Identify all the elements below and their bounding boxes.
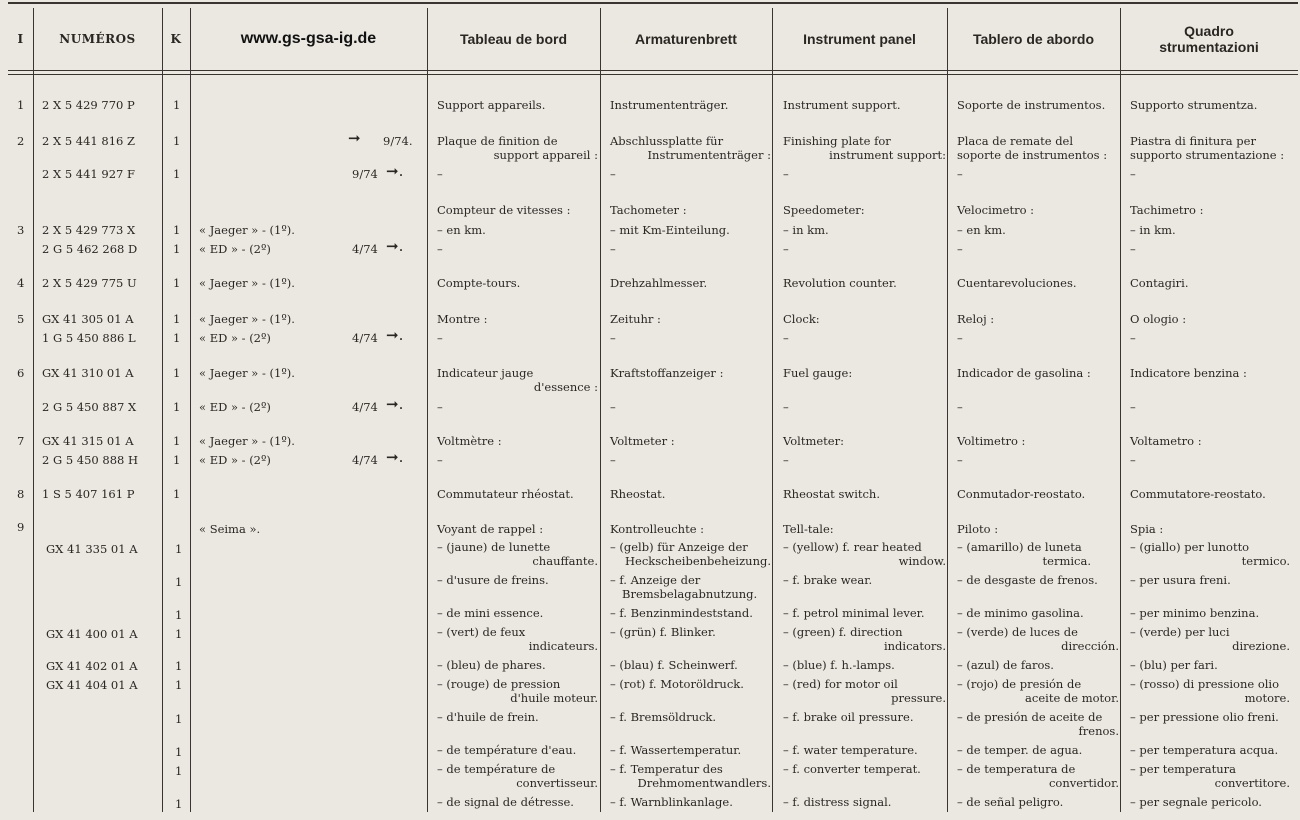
desc-en: – bbox=[783, 242, 789, 256]
desc-es: Reloj : bbox=[957, 312, 995, 326]
header-french: Tableau de bord bbox=[459, 31, 568, 47]
desc-en: – f. brake wear. bbox=[783, 573, 873, 587]
desc-fr: Montre : bbox=[437, 312, 488, 326]
desc-fr-cont: d'essence : bbox=[533, 380, 598, 394]
quantity: 1 bbox=[175, 797, 183, 811]
header-item: I bbox=[17, 32, 24, 46]
arrow-right-icon: ➞. bbox=[386, 162, 404, 180]
desc-it: Voltametro : bbox=[1130, 434, 1202, 448]
desc-de: – bbox=[610, 167, 616, 181]
part-number: GX 41 402 01 A bbox=[46, 659, 138, 673]
row-index: 9 bbox=[17, 520, 25, 534]
desc-es: – bbox=[957, 331, 963, 345]
desc-en: Finishing plate for bbox=[783, 134, 891, 148]
desc-it: – (rosso) di pressione olio bbox=[1130, 677, 1280, 691]
desc-fr: – de mini essence. bbox=[437, 606, 544, 620]
variant-note: « ED » - (2º) bbox=[199, 400, 271, 414]
part-number: 2 X 5 429 770 P bbox=[42, 98, 135, 112]
group-title-en: Tell-tale: bbox=[783, 522, 834, 536]
quantity: 1 bbox=[175, 678, 183, 692]
quantity: 1 bbox=[173, 134, 181, 148]
desc-en: – (yellow) f. rear heated bbox=[783, 540, 922, 554]
column-divider bbox=[190, 8, 191, 812]
desc-de: Abschlussplatte für bbox=[610, 134, 724, 148]
group-title-en: Speedometer: bbox=[783, 203, 865, 217]
desc-en: – bbox=[783, 167, 789, 181]
desc-es: Indicador de gasolina : bbox=[957, 366, 1091, 380]
part-number: 2 X 5 441 816 Z bbox=[42, 134, 135, 148]
desc-de: Rheostat. bbox=[610, 487, 666, 501]
desc-de: – (rot) f. Motoröldruck. bbox=[610, 677, 744, 691]
variant-note: « Jaeger » - (1º). bbox=[199, 434, 295, 448]
quantity: 1 bbox=[175, 575, 183, 589]
desc-es: – (rojo) de presión de bbox=[957, 677, 1082, 691]
desc-it: Piastra di finitura per bbox=[1130, 134, 1256, 148]
desc-es: – de desgaste de frenos. bbox=[957, 573, 1098, 587]
header-numbers: NUMÉROS bbox=[59, 32, 136, 46]
part-number: GX 41 315 01 A bbox=[42, 434, 134, 448]
header-italian bbox=[1120, 8, 1298, 70]
group-title-fr: Voyant de rappel : bbox=[437, 522, 544, 536]
desc-it: – bbox=[1130, 167, 1136, 181]
desc-de: – f. Wassertemperatur. bbox=[610, 743, 742, 757]
quantity: 1 bbox=[175, 764, 183, 778]
desc-fr: – d'usure de freins. bbox=[437, 573, 549, 587]
desc-fr: Voltmètre : bbox=[437, 434, 502, 448]
row-index: 7 bbox=[17, 434, 25, 448]
desc-en: – f. converter temperat. bbox=[783, 762, 921, 776]
desc-es: – de temperatura de bbox=[957, 762, 1076, 776]
date-from: 9/74. bbox=[383, 134, 413, 148]
group-title-it: Spia : bbox=[1130, 522, 1164, 536]
desc-fr: Support appareils. bbox=[437, 98, 546, 112]
arrow-right-icon: ➞. bbox=[386, 448, 404, 466]
desc-en: – f. distress signal. bbox=[783, 795, 892, 809]
desc-en: – (blue) f. h.-lamps. bbox=[783, 658, 895, 672]
part-number: 2 G 5 450 887 X bbox=[42, 400, 137, 414]
website-watermark: www.gs-gsa-ig.de bbox=[240, 30, 377, 47]
desc-de: – f. Warnblinkanlage. bbox=[610, 795, 733, 809]
desc-de: Kraftstoffanzeiger : bbox=[610, 366, 724, 380]
desc-es: – de temper. de agua. bbox=[957, 743, 1083, 757]
desc-en: – f. water temperature. bbox=[783, 743, 918, 757]
variant-note: « ED » - (2º) bbox=[199, 453, 271, 467]
desc-it: Indicatore benzina : bbox=[1130, 366, 1247, 380]
part-number: 2 X 5 429 773 X bbox=[42, 223, 136, 237]
desc-es: Placa de remate del bbox=[957, 134, 1074, 148]
header-english: Instrument panel bbox=[803, 31, 916, 47]
desc-it-cont: convertitore. bbox=[1214, 776, 1290, 790]
desc-de: – mit Km-Einteilung. bbox=[610, 223, 730, 237]
part-number: 2 G 5 462 268 D bbox=[42, 242, 138, 256]
arrow-right-icon: ➞. bbox=[386, 237, 404, 255]
part-number: GX 41 310 01 A bbox=[42, 366, 134, 380]
quantity: 1 bbox=[175, 542, 183, 556]
desc-de-cont: Instrumententräger : bbox=[647, 148, 771, 162]
desc-es: – bbox=[957, 400, 963, 414]
desc-es: Voltimetro : bbox=[957, 434, 1026, 448]
desc-en: – bbox=[783, 453, 789, 467]
desc-es-cont: aceite de motor. bbox=[1025, 691, 1119, 705]
quantity: 1 bbox=[173, 434, 181, 448]
desc-it-cont: direzione. bbox=[1232, 639, 1290, 653]
desc-it: Commutatore-reostato. bbox=[1130, 487, 1266, 501]
part-number: 2 G 5 450 888 H bbox=[42, 453, 139, 467]
part-number: 2 X 5 441 927 F bbox=[42, 167, 135, 181]
quantity: 1 bbox=[175, 712, 183, 726]
desc-it-cont: motore. bbox=[1244, 691, 1290, 705]
arrow-right-icon: ➞. bbox=[386, 395, 404, 413]
quantity: 1 bbox=[173, 312, 181, 326]
quantity: 1 bbox=[173, 400, 181, 414]
date-until: 9/74 bbox=[352, 167, 378, 181]
group-title-es: Piloto : bbox=[957, 522, 999, 536]
desc-en: Clock: bbox=[783, 312, 820, 326]
header-rule bbox=[8, 70, 1298, 71]
variant-note: « Jaeger » - (1º). bbox=[199, 223, 295, 237]
desc-it: – per temperatura bbox=[1130, 762, 1236, 776]
variant-note: « Jaeger » - (1º). bbox=[199, 366, 295, 380]
desc-es: – bbox=[957, 453, 963, 467]
desc-fr: – (bleu) de phares. bbox=[437, 658, 546, 672]
header-italian-line2: strumentazioni bbox=[1159, 39, 1259, 55]
quantity: 1 bbox=[173, 98, 181, 112]
desc-fr: Indicateur jauge bbox=[437, 366, 534, 380]
desc-fr: – bbox=[437, 331, 443, 345]
group-title-it: Tachimetro : bbox=[1130, 203, 1204, 217]
desc-es: – (azul) de faros. bbox=[957, 658, 1054, 672]
quantity: 1 bbox=[173, 487, 181, 501]
quantity: 1 bbox=[173, 453, 181, 467]
desc-en-cont: pressure. bbox=[891, 691, 946, 705]
arrow-right-icon: ➞ bbox=[348, 129, 361, 147]
desc-fr: – de température d'eau. bbox=[437, 743, 577, 757]
desc-en: Revolution counter. bbox=[783, 276, 897, 290]
column-divider bbox=[947, 8, 948, 812]
desc-de: – bbox=[610, 331, 616, 345]
arrow-right-icon: ➞. bbox=[386, 326, 404, 344]
row-index: 3 bbox=[17, 223, 25, 237]
desc-fr-cont: convertisseur. bbox=[516, 776, 598, 790]
quantity: 1 bbox=[173, 242, 181, 256]
desc-fr: – bbox=[437, 453, 443, 467]
quantity: 1 bbox=[173, 331, 181, 345]
desc-fr-cont: d'huile moteur. bbox=[510, 691, 598, 705]
date-until: 4/74 bbox=[352, 453, 378, 467]
header-german: Armaturenbrett bbox=[635, 31, 737, 47]
desc-it: Contagiri. bbox=[1130, 276, 1189, 290]
date-until: 4/74 bbox=[352, 331, 378, 345]
desc-es-cont: frenos. bbox=[1078, 724, 1119, 738]
header-k: K bbox=[170, 32, 182, 46]
desc-it: – bbox=[1130, 242, 1136, 256]
desc-es-cont: termica. bbox=[1042, 554, 1091, 568]
column-divider bbox=[33, 8, 34, 812]
variant-note: « Seima ». bbox=[199, 522, 261, 536]
desc-es: – en km. bbox=[957, 223, 1006, 237]
desc-it: – (giallo) per lunotto bbox=[1130, 540, 1250, 554]
desc-fr: – bbox=[437, 167, 443, 181]
quantity: 1 bbox=[173, 276, 181, 290]
part-number: GX 41 400 01 A bbox=[46, 627, 138, 641]
desc-es: – (verde) de luces de bbox=[957, 625, 1078, 639]
column-divider bbox=[162, 8, 163, 812]
desc-de: – f. Benzinmindeststand. bbox=[610, 606, 753, 620]
date-until: 4/74 bbox=[352, 400, 378, 414]
desc-de: Zeituhr : bbox=[610, 312, 661, 326]
desc-en: Fuel gauge: bbox=[783, 366, 853, 380]
desc-en-cont: window. bbox=[898, 554, 946, 568]
desc-de: Drehzahlmesser. bbox=[610, 276, 708, 290]
desc-es: – de presión de aceite de bbox=[957, 710, 1103, 724]
variant-note: « ED » - (2º) bbox=[199, 242, 271, 256]
desc-de: Instrumententräger. bbox=[610, 98, 729, 112]
top-border bbox=[8, 2, 1298, 4]
desc-de: – (gelb) für Anzeige der bbox=[610, 540, 748, 554]
desc-fr: – (rouge) de pression bbox=[437, 677, 561, 691]
desc-de: – f. Bremsöldruck. bbox=[610, 710, 717, 724]
desc-es: Cuentarevoluciones. bbox=[957, 276, 1077, 290]
desc-de: – bbox=[610, 400, 616, 414]
header-italian-line1: Quadro bbox=[1184, 23, 1234, 39]
desc-fr: – de température de bbox=[437, 762, 556, 776]
desc-es-cont: convertidor. bbox=[1048, 776, 1119, 790]
desc-en: Rheostat switch. bbox=[783, 487, 880, 501]
quantity: 1 bbox=[175, 608, 183, 622]
quantity: 1 bbox=[175, 659, 183, 673]
desc-it: – (verde) per luci bbox=[1130, 625, 1230, 639]
desc-en: – (green) f. direction bbox=[783, 625, 903, 639]
desc-it-cont: termico. bbox=[1241, 554, 1290, 568]
part-number: GX 41 335 01 A bbox=[46, 542, 138, 556]
column-divider bbox=[600, 8, 601, 812]
desc-it-cont: supporto strumentazione : bbox=[1130, 148, 1285, 162]
desc-de: – f. Anzeige der bbox=[610, 573, 701, 587]
part-number: GX 41 404 01 A bbox=[46, 678, 138, 692]
desc-es: Soporte de instrumentos. bbox=[957, 98, 1106, 112]
desc-it: O ologio : bbox=[1130, 312, 1187, 326]
desc-en: – (red) for motor oil bbox=[783, 677, 898, 691]
variant-note: « Jaeger » - (1º). bbox=[199, 312, 295, 326]
part-number: GX 41 305 01 A bbox=[42, 312, 134, 326]
row-index: 2 bbox=[17, 134, 25, 148]
desc-es: – (amarillo) de luneta bbox=[957, 540, 1082, 554]
desc-fr: Plaque de finition de bbox=[437, 134, 558, 148]
desc-de: – f. Temperatur des bbox=[610, 762, 723, 776]
desc-es-cont: dirección. bbox=[1061, 639, 1119, 653]
row-index: 4 bbox=[17, 276, 25, 290]
date-until: 4/74 bbox=[352, 242, 378, 256]
desc-it: – per minimo benzina. bbox=[1130, 606, 1260, 620]
header-spanish: Tablero de abordo bbox=[972, 31, 1095, 47]
column-divider bbox=[772, 8, 773, 812]
row-index: 1 bbox=[17, 98, 25, 112]
row-index: 8 bbox=[17, 487, 25, 501]
desc-de: – bbox=[610, 453, 616, 467]
desc-de: – bbox=[610, 242, 616, 256]
quantity: 1 bbox=[175, 627, 183, 641]
group-title-fr: Compteur de vitesses : bbox=[437, 203, 571, 217]
desc-es: – bbox=[957, 167, 963, 181]
desc-fr: – (vert) de feux bbox=[437, 625, 526, 639]
quantity: 1 bbox=[173, 366, 181, 380]
desc-en: – in km. bbox=[783, 223, 829, 237]
desc-de: – (grün) f. Blinker. bbox=[610, 625, 716, 639]
desc-it: – (blu) per fari. bbox=[1130, 658, 1218, 672]
column-divider bbox=[427, 8, 428, 812]
quantity: 1 bbox=[175, 745, 183, 759]
desc-de-cont: Heckscheibenbeheizung. bbox=[625, 554, 771, 568]
header-rule-double bbox=[8, 74, 1298, 75]
quantity: 1 bbox=[173, 223, 181, 237]
desc-es-cont: soporte de instrumentos : bbox=[957, 148, 1108, 162]
desc-it: – per pressione olio freni. bbox=[1130, 710, 1279, 724]
desc-de-cont: Bremsbelagabnutzung. bbox=[622, 587, 758, 601]
desc-it: – per temperatura acqua. bbox=[1130, 743, 1279, 757]
group-title-de: Kontrolleuchte : bbox=[610, 522, 705, 536]
desc-fr: – (jaune) de lunette bbox=[437, 540, 551, 554]
desc-es: – bbox=[957, 242, 963, 256]
group-title-es: Velocimetro : bbox=[957, 203, 1035, 217]
desc-en: – bbox=[783, 400, 789, 414]
desc-en: – f. petrol minimal lever. bbox=[783, 606, 925, 620]
desc-es: – de señal peligro. bbox=[957, 795, 1064, 809]
desc-fr: – d'huile de frein. bbox=[437, 710, 539, 724]
desc-it: Supporto strumentza. bbox=[1130, 98, 1258, 112]
desc-es: Conmutador-reostato. bbox=[957, 487, 1086, 501]
desc-it: – per segnale pericolo. bbox=[1130, 795, 1262, 809]
quantity: 1 bbox=[173, 167, 181, 181]
desc-fr-cont: chauffante. bbox=[532, 554, 598, 568]
desc-it: – in km. bbox=[1130, 223, 1176, 237]
desc-es: – de minimo gasolina. bbox=[957, 606, 1084, 620]
part-number: 1 S 5 407 161 P bbox=[42, 487, 135, 501]
desc-it: – bbox=[1130, 331, 1136, 345]
group-title-de: Tachometer : bbox=[610, 203, 687, 217]
desc-en-cont: indicators. bbox=[883, 639, 946, 653]
desc-en: Instrument support. bbox=[783, 98, 901, 112]
part-number: 2 X 5 429 775 U bbox=[42, 276, 137, 290]
desc-it: – per usura freni. bbox=[1130, 573, 1231, 587]
part-number: 1 G 5 450 886 L bbox=[42, 331, 136, 345]
desc-en: Voltmeter: bbox=[783, 434, 844, 448]
desc-fr-cont: indicateurs. bbox=[528, 639, 598, 653]
desc-fr: – bbox=[437, 242, 443, 256]
desc-de-cont: Drehmomentwandlers. bbox=[637, 776, 771, 790]
desc-fr: – de signal de détresse. bbox=[437, 795, 574, 809]
desc-en: – bbox=[783, 331, 789, 345]
variant-note: « ED » - (2º) bbox=[199, 331, 271, 345]
row-index: 5 bbox=[17, 312, 25, 326]
desc-fr: Commutateur rhéostat. bbox=[437, 487, 574, 501]
variant-note: « Jaeger » - (1º). bbox=[199, 276, 295, 290]
desc-it: – bbox=[1130, 453, 1136, 467]
desc-fr: – en km. bbox=[437, 223, 486, 237]
desc-en: – f. brake oil pressure. bbox=[783, 710, 914, 724]
row-index: 6 bbox=[17, 366, 25, 380]
desc-en-cont: instrument support: bbox=[829, 148, 946, 162]
column-divider bbox=[1120, 8, 1121, 812]
desc-it: – bbox=[1130, 400, 1136, 414]
desc-de: Voltmeter : bbox=[610, 434, 675, 448]
desc-de: – (blau) f. Scheinwerf. bbox=[610, 658, 738, 672]
desc-fr-cont: support appareil : bbox=[493, 148, 598, 162]
desc-fr: Compte-tours. bbox=[437, 276, 521, 290]
desc-fr: – bbox=[437, 400, 443, 414]
